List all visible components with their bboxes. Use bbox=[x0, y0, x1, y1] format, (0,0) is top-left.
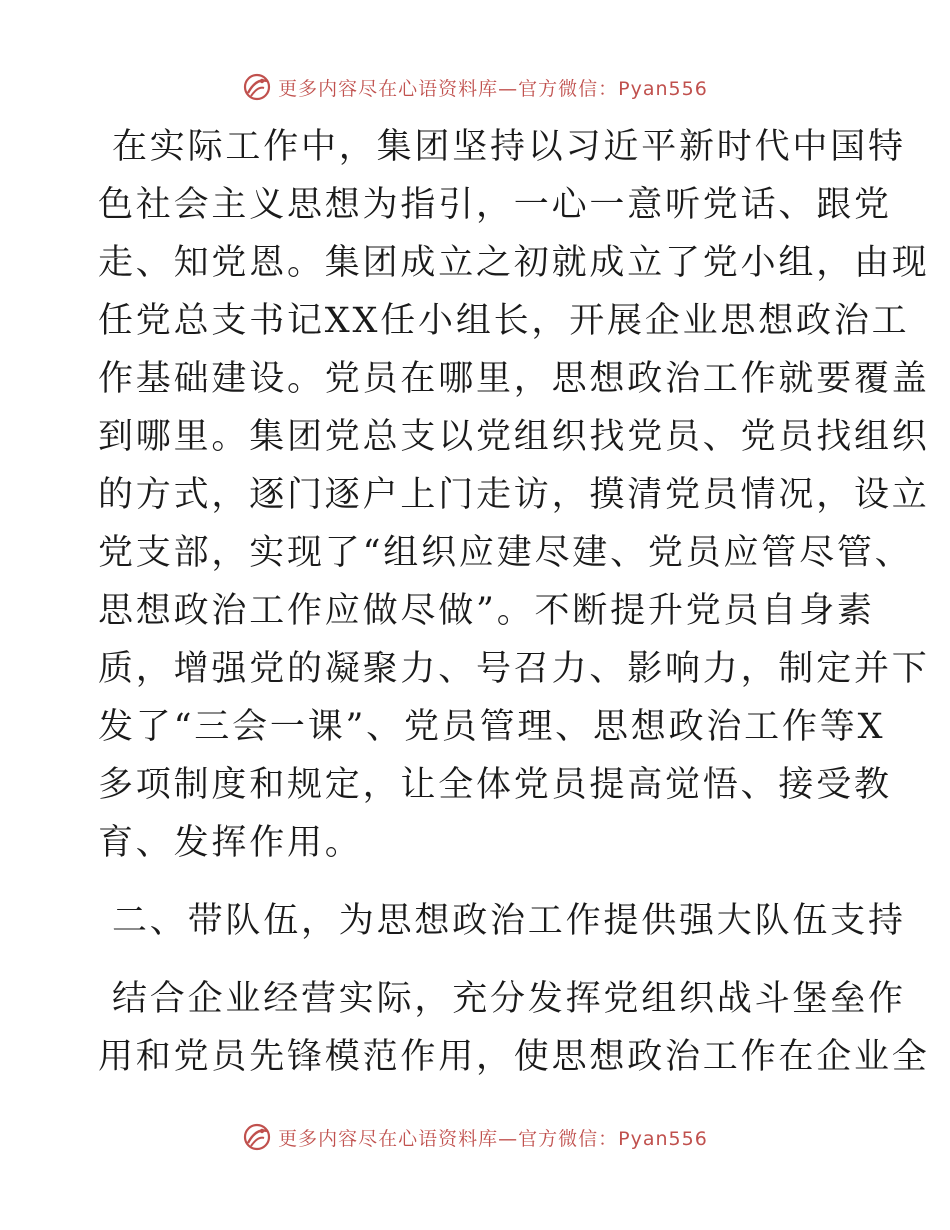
paragraph-line: 质，增强党的凝聚力、号召力、影响力，制定并下 bbox=[98, 649, 930, 689]
paragraph-line: 到哪里。集团党总支以党组织找党员、党员找组织 bbox=[98, 417, 930, 457]
paragraph-line: 结合企业经营实际，充分发挥党组织战斗堡垒作 bbox=[112, 979, 906, 1019]
footer-banner-text: 更多内容尽在心语资料库—官方微信：Pyan556 bbox=[278, 1127, 708, 1150]
paragraph-line: 任党总支书记XX任小组长，开展企业思想政治工 bbox=[98, 301, 910, 341]
paragraph-line: 色社会主义思想为指引，一心一意听党话、跟党 bbox=[98, 185, 892, 225]
header-watermark bbox=[0, 72, 950, 102]
paragraph-line: 思想政治工作应做尽做”。不断提升党员自身素 bbox=[98, 591, 875, 631]
section-heading: 二、带队伍，为思想政治工作提供强大队伍支持 bbox=[112, 901, 906, 941]
header-banner-text: 更多内容尽在心语资料库—官方微信：Pyan556 bbox=[278, 77, 708, 100]
paragraph-line: 党支部，实现了“组织应建尽建、党员应管尽管、 bbox=[98, 533, 913, 573]
paragraph-line: 发了“三会一课”、党员管理、思想政治工作等X bbox=[98, 707, 886, 747]
paragraph-line: 多项制度和规定，让全体党员提高觉悟、接受教 bbox=[98, 765, 892, 805]
paragraph-line: 用和党员先锋模范作用，使思想政治工作在企业全 bbox=[98, 1037, 930, 1077]
logo-icon bbox=[242, 1122, 272, 1152]
paragraph-line: 作基础建设。党员在哪里，思想政治工作就要覆盖 bbox=[98, 359, 930, 399]
footer-watermark bbox=[0, 1122, 950, 1152]
paragraph-line: 育、发挥作用。 bbox=[98, 823, 363, 863]
logo-icon bbox=[242, 72, 272, 102]
paragraph-line: 的方式，逐门逐户上门走访，摸清党员情况，设立 bbox=[98, 475, 930, 515]
paragraph-line: 在实际工作中，集团坚持以习近平新时代中国特 bbox=[112, 127, 906, 167]
paragraph-line: 走、知党恩。集团成立之初就成立了党小组，由现 bbox=[98, 243, 930, 283]
document-body bbox=[98, 124, 930, 1092]
